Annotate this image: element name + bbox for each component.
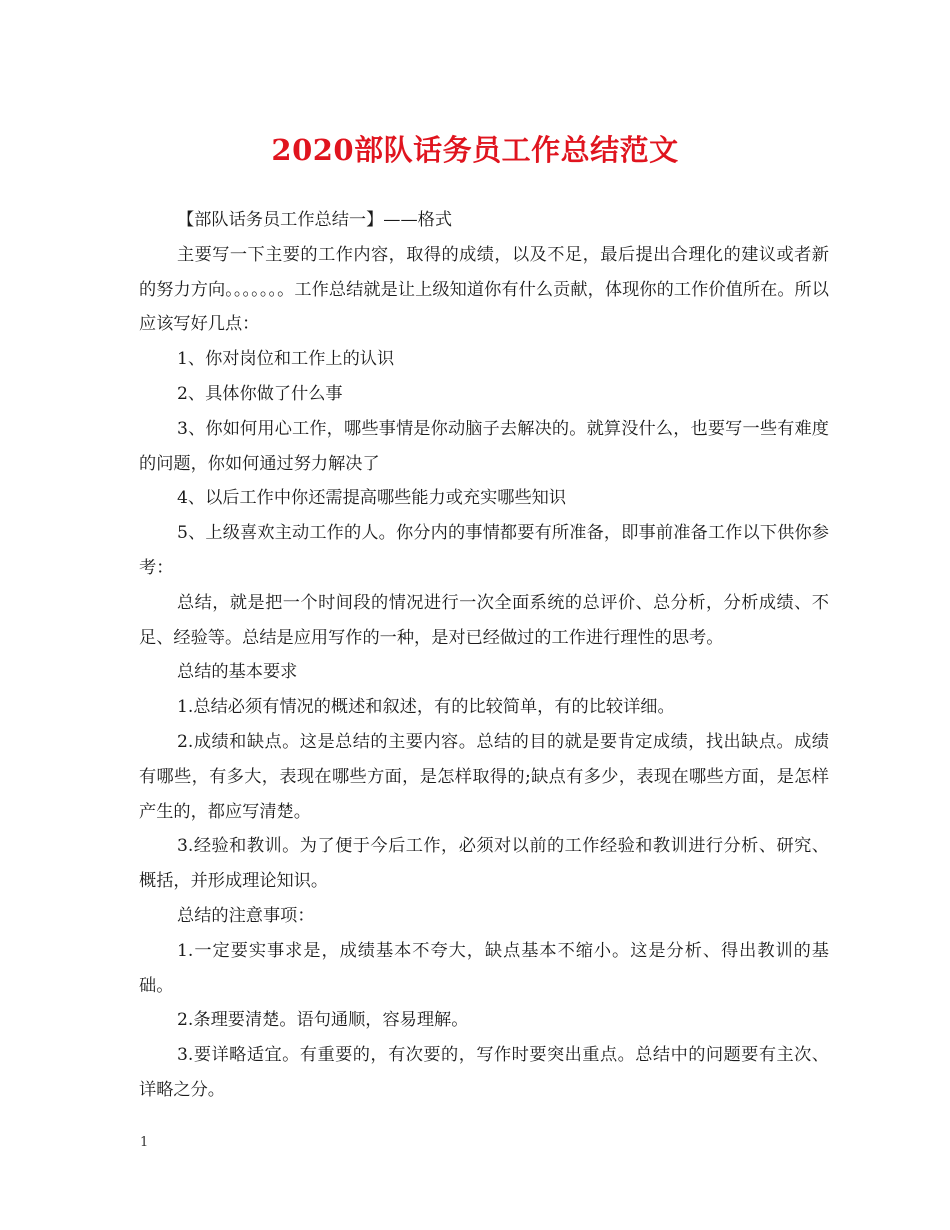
list-item: 4、以后工作中你还需提高哪些能力或充实哪些知识: [177, 488, 567, 509]
document-body: [139, 203, 829, 1108]
subheading: 总结的基本要求: [177, 662, 298, 683]
list-item: 3、你如何用心工作，哪些事情是你动脑子去解决的。就算没什么，也要写一些有难度的问题，你如何通过努力解决了: [139, 418, 829, 474]
list-item: 3.经验和教训。为了便于今后工作，必须对以前的工作经验和教训进行分析、研究、概括，并形成理论知识。: [139, 836, 829, 892]
list-item: 2、具体你做了什么事: [177, 383, 343, 404]
document-title: 2020部队话务员工作总结范文: [271, 133, 679, 167]
page-number: 1: [140, 1135, 149, 1150]
subheading: 总结的注意事项：: [177, 905, 315, 926]
list-item: 2.条理要清楚。语句通顺，容易理解。: [177, 1010, 469, 1031]
list-item: 3.要详略适宜。有重要的，有次要的，写作时要突出重点。总结中的问题要有主次、详略之分。: [139, 1045, 829, 1100]
list-item: 1.一定要实事求是，成绩基本不夸大，缺点基本不缩小。这是分析、得出教训的基础。: [139, 940, 829, 996]
list-item: 1、你对岗位和工作上的认识: [177, 349, 395, 370]
paragraph: 主要写一下主要的工作内容，取得的成绩，以及不足，最后提出合理化的建议或者新的努力方向。。。。。。。工作总结就是让上级知道你有什么贡献，体现你的工作价值所在。所以应该写好几点：: [139, 244, 829, 335]
list-item: 2.成绩和缺点。这是总结的主要内容。总结的目的就是要肯定成绩，找出缺点。成绩有哪些，有多大，表现在哪些方面，是怎样取得的;缺点有多少，表现在哪些方面，是怎样产生的，都应写清楚。: [139, 731, 829, 822]
list-item: 5、上级喜欢主动工作的人。你分内的事情都要有所准备，即事前准备工作以下供你参考：: [139, 523, 829, 578]
list-item: 1.总结必须有情况的概述和叙述，有的比较简单，有的比较详细。: [177, 697, 675, 718]
section-heading: 【部队话务员工作总结一】——格式: [177, 210, 453, 230]
paragraph: 总结，就是把一个时间段的情况进行一次全面系统的总评价、总分析，分析成绩、不足、经验等。总结是应用写作的一种，是对已经做过的工作进行理性的思考。: [139, 592, 829, 648]
